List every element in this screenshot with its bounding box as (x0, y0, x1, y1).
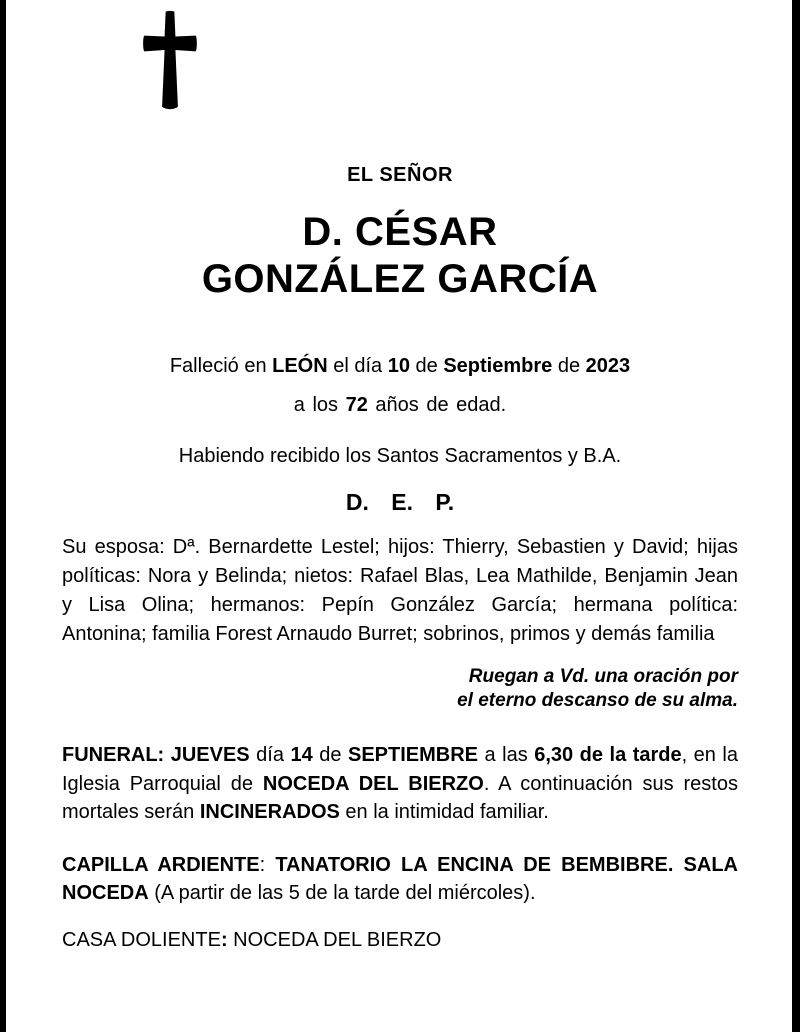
prayer-line2: el eterno descanso de su alma. (457, 690, 738, 711)
capilla-ardiente-paragraph: CAPILLA ARDIENTE: TANATORIO LA ENCINA DE BEMBIBRE. SALA NOCEDA (A partir de las 5 de la tarde del miércoles). (62, 853, 738, 904)
funeral-details-paragraph: FUNERAL: JUEVES día 14 de SEPTIEMBRE a las 6,30 de la tarde, en la Iglesia Parroquial de NOCEDA DEL BIERZO. A continuación sus restos mortales serán INCINERADOS en la intimidad familiar. (62, 744, 738, 823)
deceased-name-line2: GONZÁLEZ GARCÍA (201, 257, 599, 301)
right-border-rule (792, 0, 800, 1032)
casa-doliente-line: CASA DOLIENTE: NOCEDA DEL BIERZO (62, 928, 442, 951)
latin-cross-icon (141, 8, 199, 113)
family-paragraph: Su esposa: Dª. Bernardette Lestel; hijos: Thierry, Sebastien y David; hijas políticas: Nora y Belinda; nietos: Rafael Blas, Lea Mathilde, Benjamin Jean y Lisa Olina; hermanos: Pepín González García; hermana política: Antonina; familia Forest Arnaudo Burret; sobrinos, primos y demás familia (62, 536, 738, 645)
honorific-title: EL SEÑOR (347, 164, 453, 186)
prayer-request (62, 665, 738, 713)
prayer-line1: Ruegan a Vd. una oración por (468, 666, 738, 687)
age-line: a los 72 años de edad. (293, 394, 507, 416)
deceased-name (62, 209, 738, 303)
dep-abbreviation: D. E. P. (345, 489, 455, 515)
sacraments-line: Habiendo recibido los Santos Sacramentos y B.A. (178, 445, 622, 467)
death-place-date-line: Falleció en LEÓN el día 10 de Septiembre de 2023 (169, 355, 631, 377)
deceased-name-line1: D. CÉSAR (302, 210, 498, 254)
obituary-notice (6, 0, 792, 1032)
